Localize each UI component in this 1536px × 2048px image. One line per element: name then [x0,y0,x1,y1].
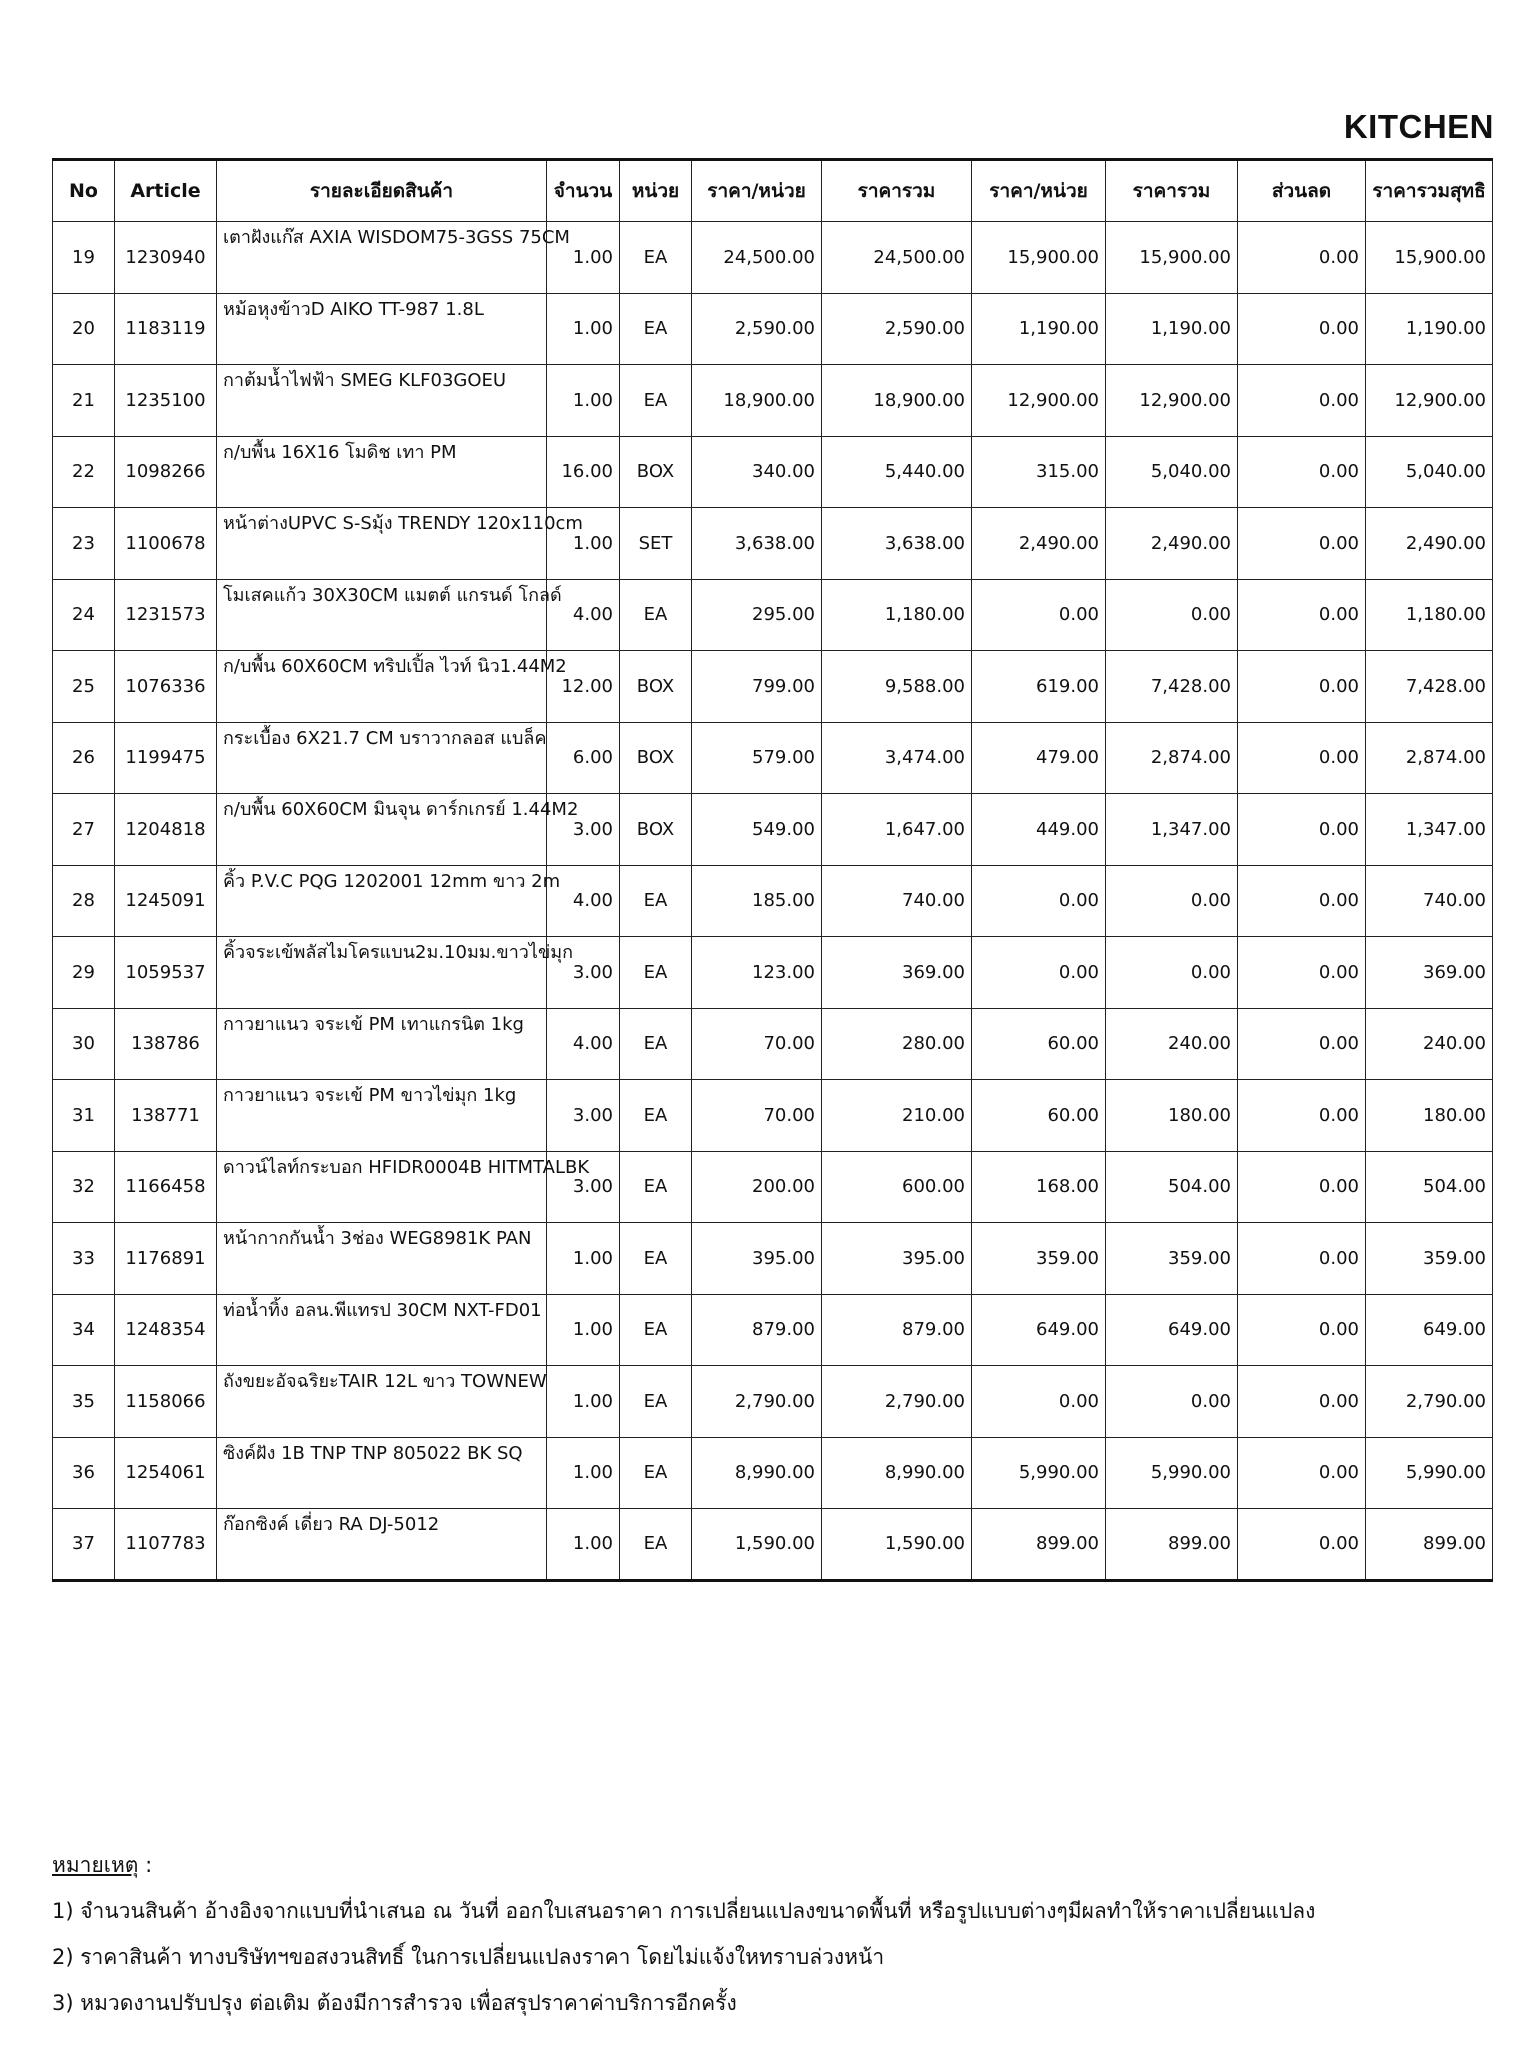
items-table [52,158,1493,1582]
cell-quantity: 1.00 [547,222,620,294]
header-total: ราคารวม [822,160,972,222]
header-description: รายละเอียดสินค้า [217,160,547,222]
cell-net-total: 1,180.00 [1366,579,1493,651]
cell-total-2: 359.00 [1106,1223,1238,1295]
cell-total-2: 15,900.00 [1106,222,1238,294]
cell-discount: 0.00 [1238,579,1366,651]
cell-total-2: 12,900.00 [1106,365,1238,437]
cell-net-total: 240.00 [1366,1008,1493,1080]
cell-unit-price: 3,638.00 [692,508,822,580]
cell-total-2: 7,428.00 [1106,651,1238,723]
cell-description: ก/บพื้น 60X60CM มินจุน ดาร์กเกรย์ 1.44M2 [217,794,547,866]
cell-quantity: 1.00 [547,365,620,437]
cell-no: 35 [53,1366,115,1438]
cell-total: 3,474.00 [822,722,972,794]
cell-description: ถังขยะอัจฉริยะTAIR 12L ขาว TOWNEW [217,1366,547,1438]
cell-article: 1204818 [115,794,217,866]
cell-description: โมเสคแก้ว 30X30CM แมตต์ แกรนด์ โกลด์ [217,579,547,651]
cell-net-total: 740.00 [1366,865,1493,937]
cell-total-2: 2,874.00 [1106,722,1238,794]
cell-unit: EA [620,1509,692,1581]
cell-total-2: 0.00 [1106,865,1238,937]
table-row [53,794,1493,866]
cell-unit: BOX [620,651,692,723]
table-row [53,508,1493,580]
note-item-2: 2) ราคาสินค้า ทางบริษัทฯขอสงวนสิทธิ์ ในการเปลี่ยนแปลงราคา โดยไม่แจ้งใหทราบล่วงหน้า [52,1945,885,1969]
cell-unit-price-2: 899.00 [972,1509,1106,1581]
table-row [53,293,1493,365]
header-net-total: ราคารวมสุทธิ [1366,160,1493,222]
cell-quantity: 6.00 [547,722,620,794]
cell-no: 19 [53,222,115,294]
cell-article: 1183119 [115,293,217,365]
cell-quantity: 1.00 [547,293,620,365]
cell-quantity: 4.00 [547,865,620,937]
cell-net-total: 5,040.00 [1366,436,1493,508]
notes-heading-suffix: : [138,1853,153,1877]
cell-unit-price-2: 0.00 [972,937,1106,1009]
cell-unit-price-2: 60.00 [972,1080,1106,1152]
cell-total: 395.00 [822,1223,972,1295]
cell-article: 1158066 [115,1366,217,1438]
cell-total-2: 0.00 [1106,937,1238,1009]
cell-article: 1176891 [115,1223,217,1295]
table-row [53,579,1493,651]
cell-unit-price: 295.00 [692,579,822,651]
cell-net-total: 2,790.00 [1366,1366,1493,1438]
cell-unit: BOX [620,436,692,508]
cell-no: 25 [53,651,115,723]
cell-no: 26 [53,722,115,794]
cell-net-total: 2,874.00 [1366,722,1493,794]
cell-quantity: 4.00 [547,579,620,651]
cell-description: เตาฝังแก๊ส AXIA WISDOM75-3GSS 75CM [217,222,547,294]
cell-net-total: 5,990.00 [1366,1437,1493,1509]
cell-unit: EA [620,1151,692,1223]
cell-unit-price: 123.00 [692,937,822,1009]
cell-unit-price: 24,500.00 [692,222,822,294]
cell-discount: 0.00 [1238,1509,1366,1581]
header-discount: ส่วนลด [1238,160,1366,222]
cell-unit: EA [620,1437,692,1509]
cell-unit-price: 8,990.00 [692,1437,822,1509]
cell-unit: EA [620,1080,692,1152]
header-unit-price: ราคา/หน่วย [692,160,822,222]
table-row [53,1080,1493,1152]
table-row [53,1008,1493,1080]
cell-discount: 0.00 [1238,794,1366,866]
cell-unit-price-2: 15,900.00 [972,222,1106,294]
cell-unit: EA [620,579,692,651]
cell-net-total: 899.00 [1366,1509,1493,1581]
table-body [53,222,1493,1581]
cell-quantity: 1.00 [547,1294,620,1366]
cell-description: ก๊อกซิงค์ เดี่ยว RA DJ-5012 [217,1509,547,1581]
cell-total: 1,647.00 [822,794,972,866]
cell-unit-price-2: 0.00 [972,1366,1106,1438]
cell-total: 280.00 [822,1008,972,1080]
cell-total: 18,900.00 [822,365,972,437]
table-row [53,222,1493,294]
table-row [53,937,1493,1009]
cell-discount: 0.00 [1238,222,1366,294]
cell-total: 600.00 [822,1151,972,1223]
cell-unit-price: 579.00 [692,722,822,794]
table-row [53,865,1493,937]
cell-total: 879.00 [822,1294,972,1366]
cell-no: 21 [53,365,115,437]
table-row [53,1223,1493,1295]
header-unit-price-2: ราคา/หน่วย [972,160,1106,222]
cell-unit-price-2: 0.00 [972,579,1106,651]
cell-discount: 0.00 [1238,937,1366,1009]
cell-article: 138771 [115,1080,217,1152]
cell-net-total: 504.00 [1366,1151,1493,1223]
cell-total-2: 0.00 [1106,579,1238,651]
cell-no: 23 [53,508,115,580]
cell-unit-price: 1,590.00 [692,1509,822,1581]
cell-unit-price: 340.00 [692,436,822,508]
cell-unit-price: 2,790.00 [692,1366,822,1438]
header-unit: หน่วย [620,160,692,222]
cell-no: 29 [53,937,115,1009]
cell-article: 1248354 [115,1294,217,1366]
cell-unit-price: 185.00 [692,865,822,937]
cell-total-2: 5,040.00 [1106,436,1238,508]
cell-unit-price-2: 359.00 [972,1223,1106,1295]
cell-unit-price-2: 0.00 [972,865,1106,937]
cell-quantity: 1.00 [547,1366,620,1438]
cell-net-total: 359.00 [1366,1223,1493,1295]
cell-discount: 0.00 [1238,1437,1366,1509]
cell-unit: EA [620,365,692,437]
cell-total-2: 5,990.00 [1106,1437,1238,1509]
cell-quantity: 1.00 [547,1223,620,1295]
cell-unit: EA [620,1366,692,1438]
cell-no: 36 [53,1437,115,1509]
cell-net-total: 369.00 [1366,937,1493,1009]
cell-net-total: 1,190.00 [1366,293,1493,365]
cell-unit-price-2: 619.00 [972,651,1106,723]
cell-unit-price-2: 449.00 [972,794,1106,866]
cell-unit-price-2: 12,900.00 [972,365,1106,437]
cell-article: 1230940 [115,222,217,294]
cell-discount: 0.00 [1238,651,1366,723]
cell-total-2: 0.00 [1106,1366,1238,1438]
cell-total: 1,590.00 [822,1509,972,1581]
cell-article: 1100678 [115,508,217,580]
cell-total-2: 1,190.00 [1106,293,1238,365]
cell-net-total: 1,347.00 [1366,794,1493,866]
cell-unit: SET [620,508,692,580]
cell-no: 31 [53,1080,115,1152]
cell-discount: 0.00 [1238,865,1366,937]
cell-net-total: 15,900.00 [1366,222,1493,294]
cell-article: 138786 [115,1008,217,1080]
cell-article: 1245091 [115,865,217,937]
cell-article: 1107783 [115,1509,217,1581]
cell-quantity: 12.00 [547,651,620,723]
cell-unit-price: 799.00 [692,651,822,723]
cell-unit-price: 549.00 [692,794,822,866]
cell-net-total: 7,428.00 [1366,651,1493,723]
cell-discount: 0.00 [1238,1080,1366,1152]
cell-unit: EA [620,1008,692,1080]
cell-no: 27 [53,794,115,866]
cell-unit-price-2: 315.00 [972,436,1106,508]
cell-quantity: 3.00 [547,1080,620,1152]
cell-article: 1231573 [115,579,217,651]
cell-article: 1199475 [115,722,217,794]
note-item-3: 3) หมวดงานปรับปรุง ต่อเติม ต้องมีการสำรวจ เพื่อสรุปราคาค่าบริการอีกครั้ง [52,1991,737,2015]
cell-unit: EA [620,1223,692,1295]
cell-unit-price: 200.00 [692,1151,822,1223]
cell-net-total: 2,490.00 [1366,508,1493,580]
table-row [53,722,1493,794]
cell-total-2: 1,347.00 [1106,794,1238,866]
cell-total-2: 649.00 [1106,1294,1238,1366]
cell-total: 9,588.00 [822,651,972,723]
cell-total-2: 2,490.00 [1106,508,1238,580]
cell-unit-price: 879.00 [692,1294,822,1366]
cell-description: คิ้วจระเข้พลัสไมโครแบน2ม.10มม.ขาวไข่มุก [217,937,547,1009]
cell-article: 1166458 [115,1151,217,1223]
cell-unit-price: 2,590.00 [692,293,822,365]
table-row [53,1437,1493,1509]
cell-article: 1098266 [115,436,217,508]
cell-unit: EA [620,222,692,294]
cell-quantity: 1.00 [547,1437,620,1509]
cell-total-2: 180.00 [1106,1080,1238,1152]
cell-quantity: 4.00 [547,1008,620,1080]
cell-unit-price: 18,900.00 [692,365,822,437]
header-article: Article [115,160,217,222]
cell-description: หน้ากากกันน้ำ 3ช่อง WEG8981K PAN [217,1223,547,1295]
table-row [53,651,1493,723]
cell-total: 24,500.00 [822,222,972,294]
cell-unit-price-2: 479.00 [972,722,1106,794]
cell-quantity: 1.00 [547,1509,620,1581]
cell-total: 3,638.00 [822,508,972,580]
cell-no: 32 [53,1151,115,1223]
cell-no: 37 [53,1509,115,1581]
page-title: KITCHEN [1343,108,1494,145]
cell-net-total: 649.00 [1366,1294,1493,1366]
cell-no: 30 [53,1008,115,1080]
cell-description: กระเบื้อง 6X21.7 CM บราวากลอส แบล็ค [217,722,547,794]
cell-unit-price-2: 60.00 [972,1008,1106,1080]
cell-article: 1254061 [115,1437,217,1509]
table-row [53,1294,1493,1366]
cell-quantity: 3.00 [547,1151,620,1223]
cell-unit-price-2: 5,990.00 [972,1437,1106,1509]
cell-total: 5,440.00 [822,436,972,508]
cell-no: 34 [53,1294,115,1366]
table-header-row [53,160,1493,222]
cell-total: 1,180.00 [822,579,972,651]
cell-total-2: 240.00 [1106,1008,1238,1080]
cell-unit: EA [620,865,692,937]
cell-description: ซิงค์ฝัง 1B TNP TNP 805022 BK SQ [217,1437,547,1509]
header-total-2: ราคารวม [1106,160,1238,222]
cell-unit-price-2: 2,490.00 [972,508,1106,580]
table-row [53,436,1493,508]
cell-total-2: 504.00 [1106,1151,1238,1223]
header-no: No [53,160,115,222]
cell-net-total: 12,900.00 [1366,365,1493,437]
cell-unit-price: 395.00 [692,1223,822,1295]
cell-discount: 0.00 [1238,1151,1366,1223]
cell-unit-price-2: 168.00 [972,1151,1106,1223]
header-quantity: จำนวน [547,160,620,222]
cell-unit-price-2: 1,190.00 [972,293,1106,365]
table-row [53,1509,1493,1581]
cell-description: กาวยาแนว จระเข้ PM เทาแกรนิต 1kg [217,1008,547,1080]
cell-quantity: 3.00 [547,794,620,866]
cell-discount: 0.00 [1238,1008,1366,1080]
cell-unit: BOX [620,794,692,866]
cell-no: 28 [53,865,115,937]
cell-no: 24 [53,579,115,651]
cell-quantity: 1.00 [547,508,620,580]
notes-section [52,1842,1315,2026]
cell-description: หน้าต่างUPVC S-Sมุ้ง TRENDY 120x110cm [217,508,547,580]
cell-description: ดาวน์ไลท์กระบอก HFIDR0004B HITMTALBK [217,1151,547,1223]
cell-total: 369.00 [822,937,972,1009]
cell-total: 8,990.00 [822,1437,972,1509]
cell-discount: 0.00 [1238,722,1366,794]
cell-total-2: 899.00 [1106,1509,1238,1581]
table-row [53,1151,1493,1223]
cell-discount: 0.00 [1238,1366,1366,1438]
cell-unit: EA [620,1294,692,1366]
table-row [53,1366,1493,1438]
cell-description: กาต้มน้ำไฟฟ้า SMEG KLF03GOEU [217,365,547,437]
cell-total: 210.00 [822,1080,972,1152]
cell-no: 22 [53,436,115,508]
cell-article: 1076336 [115,651,217,723]
cell-quantity: 16.00 [547,436,620,508]
cell-total: 2,790.00 [822,1366,972,1438]
cell-no: 20 [53,293,115,365]
cell-description: ก/บพื้น 16X16 โมดิช เทา PM [217,436,547,508]
cell-total: 2,590.00 [822,293,972,365]
cell-unit-price: 70.00 [692,1080,822,1152]
cell-net-total: 180.00 [1366,1080,1493,1152]
cell-description: ท่อน้ำทิ้ง อลน.พีแทรป 30CM NXT-FD01 [217,1294,547,1366]
cell-unit-price: 70.00 [692,1008,822,1080]
cell-discount: 0.00 [1238,508,1366,580]
cell-discount: 0.00 [1238,1223,1366,1295]
cell-article: 1059537 [115,937,217,1009]
cell-description: ก/บพื้น 60X60CM ทริปเปิ้ล ไวท์ นิว1.44M2 [217,651,547,723]
cell-description: คิ้ว P.V.C PQG 1202001 12mm ขาว 2m [217,865,547,937]
table-row [53,365,1493,437]
cell-description: หม้อหุงข้าวD AIKO TT-987 1.8L [217,293,547,365]
cell-unit-price-2: 649.00 [972,1294,1106,1366]
cell-quantity: 3.00 [547,937,620,1009]
note-item-1: 1) จำนวนสินค้า อ้างอิงจากแบบที่นำเสนอ ณ วันที่ ออกใบเสนอราคา การเปลี่ยนแปลงขนาดพื้นที่ หรือรูปแบบต่างๆมีผลทำให้ราคาเปลี่ยนแปลง [52,1899,1316,1923]
cell-description: กาวยาแนว จระเข้ PM ขาวไข่มุก 1kg [217,1080,547,1152]
cell-unit: EA [620,937,692,1009]
cell-article: 1235100 [115,365,217,437]
notes-heading: หมายเหตุ [52,1853,139,1877]
notes-heading-line [52,1842,1315,1888]
cell-total: 740.00 [822,865,972,937]
cell-unit: BOX [620,722,692,794]
cell-discount: 0.00 [1238,293,1366,365]
cell-discount: 0.00 [1238,365,1366,437]
cell-discount: 0.00 [1238,1294,1366,1366]
cell-no: 33 [53,1223,115,1295]
cell-discount: 0.00 [1238,436,1366,508]
cell-unit: EA [620,293,692,365]
